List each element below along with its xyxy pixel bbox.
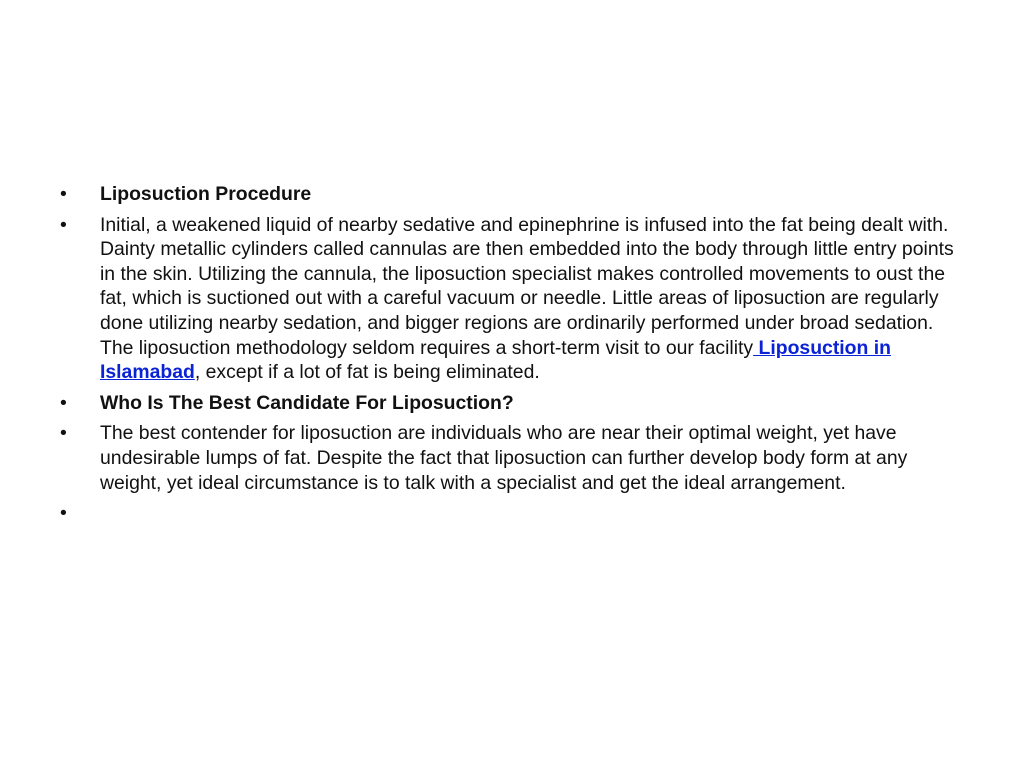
bullet-item-heading-procedure — [60, 182, 965, 207]
bullet-dot-icon: • — [60, 213, 67, 236]
procedure-description — [100, 214, 954, 384]
heading-best-candidate: Who Is The Best Candidate For Liposuction? — [100, 391, 514, 414]
procedure-text-before-link: Initial, a weakened liquid of nearby sedative and epinephrine is infused into the fat being dealt with. Dainty metallic cylinders called cannulas are then embedded into the body through little entry points in the skin. Utilizing the cannula, the liposuction specialist makes controlled movements to oust the fat, which is suctioned out with a careful vacuum or needle. Little areas of liposuction are regularly done utilizing nearby sedation, and bigger regions are ordinarily performed under broad sedation. The liposuction methodology seldom requires a short-term visit to our facility — [100, 213, 954, 359]
bullet-dot-icon: • — [60, 502, 67, 525]
candidate-description: The best contender for liposuction are individuals who are near their optimal weight, yet have undesirable lumps of fat. Despite the fact that liposuction can further develop body form at any weight, yet ideal circumstance is to talk with a specialist and get the ideal arrangement. — [100, 422, 908, 494]
bullet-dot-icon: • — [60, 422, 67, 445]
heading-liposuction-procedure: Liposuction Procedure — [100, 183, 312, 205]
bullet-item-procedure-description — [60, 213, 965, 385]
bullet-dot-icon: • — [60, 391, 67, 414]
bullet-list — [60, 182, 965, 525]
liposuction-islamabad-link[interactable]: Liposuction in Islamabad — [100, 336, 891, 384]
procedure-text-after-link: , except if a lot of fat is being eliminated. — [194, 361, 540, 384]
bullet-item-candidate-description — [60, 421, 965, 495]
bullet-dot-icon: • — [60, 183, 67, 205]
bullet-item-heading-candidate — [60, 391, 965, 416]
